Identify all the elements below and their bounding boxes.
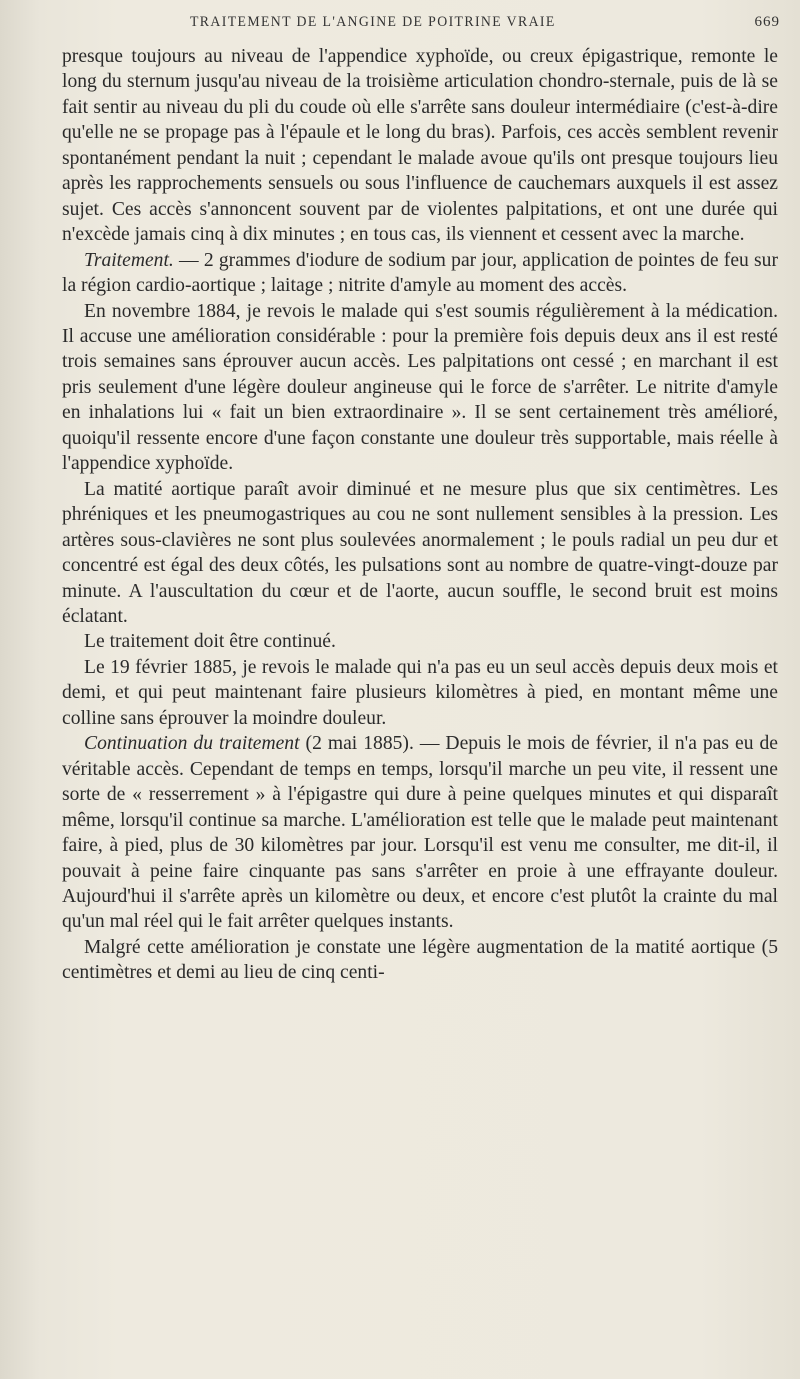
paragraph (62, 299, 778, 477)
paragraph-text: — 2 grammes d'iodure de sodium par jour, application de pointes de feu sur la région cardio-aortique ; laitage ; nitrite d'amyle au moment des accès. (62, 249, 778, 297)
paragraph-text: La matité aortique paraît avoir diminué et ne mesure plus que six centimètres. Les phréniques et les pneumogastriques au cou ne sont nullement sensibles à la pression. Les artères sous-clavières ne sont plus soulevées anormalement ; le pouls radial un peu dur et concentré est égal des deux côtés, les pulsations sont au nombre de quatre-vingt-douze par minute. A l'auscultation du cœur et de l'aorte, aucun souffle, le second bruit est moins éclatant. (62, 478, 778, 627)
paragraph (62, 655, 778, 731)
paragraph-text: presque toujours au niveau de l'appendice xyphoïde, ou creux épigastrique, remonte le long du sternum jusqu'au niveau de la troisième articulation chondro-sternale, puis de là se fait sentir au niveau du pli du coude où elle s'arrête sans douleur intermédiaire (c'est-à-dire qu'elle ne se propage pas à l'épaule et le long du bras). Parfois, ces accès semblent revenir spontanément pendant la nuit ; cependant le malade avoue qu'ils ont presque toujours lieu après les rapprochements sensuels ou sous l'influence de cauchemars auxquels il est assez sujet. Ces accès s'annoncent souvent par de violentes palpitations, et ont une durée qui n'excède jamais cinq à dix minutes ; en tous cas, ils viennent et cessent avec la marche. (62, 46, 778, 246)
paragraph-text: Malgré cette amélioration je constate une légère augmentation de la matité aortique (5 centimètres et demi au lieu de cinq centi- (62, 936, 778, 984)
paragraph-text: (2 mai 1885). — Depuis le mois de février, il n'a pas eu de véritable accès. Cependant de temps en temps, lorsqu'il marche un peu vite, il ressent une sorte de « resserrement » à l'épigastre qui dure à peine quelques minutes et qui disparaît même, lorsqu'il continue sa marche. L'amélioration est telle que le malade peut maintenant faire, à pied, plus de 30 kilomètres par jour. Lorsqu'il est venu me consulter, me dit-il, il pouvait à peine faire cinquante pas sans s'arrêter en proie à une effrayante douleur. Aujourd'hui il s'arrête après un kilomètre ou deux, et encore c'est plutôt la crainte du mal qu'un mal réel qui le fait arrêter quelques instants. (62, 733, 778, 933)
paragraph-text: Le 19 février 1885, je revois le malade qui n'a pas eu un seul accès depuis deux mois et demi, et qui peut maintenant faire plusieurs kilomètres à pied, en montant même une colline sans éprouver la moindre douleur. (62, 656, 778, 729)
paragraph (62, 477, 778, 630)
running-title: TRAITEMENT DE L'ANGINE DE POITRINE VRAIE (190, 14, 556, 30)
paragraph (62, 248, 778, 299)
paragraph-text: En novembre 1884, je revois le malade qui s'est soumis régulièrement à la médication. Il accuse une amélioration considérable : pour la première fois depuis deux ans il est resté trois semaines sans éprouver aucun accès. Les palpitations ont cessé ; en marchant il est pris seulement d'une légère douleur angineuse qui le force de s'arrêter. Le nitrite d'amyle en inhalations lui « fait un bien extraordinaire ». Il se sent certainement très amélioré, quoiqu'il ressente encore d'une façon constante une douleur très supportable, mais réelle à l'appendice xyphoïde. (62, 300, 778, 475)
paragraph-text: Le traitement doit être continué. (84, 631, 336, 653)
page-header (190, 14, 780, 40)
paragraph (62, 935, 778, 986)
paragraph (62, 731, 778, 935)
body-text (62, 44, 778, 986)
paragraph (62, 629, 778, 654)
paragraph-lead: Continuation du traitement (84, 733, 300, 755)
paragraph (62, 44, 778, 248)
paragraph-lead: Traitement. (84, 249, 174, 271)
page-number: 669 (754, 14, 780, 30)
